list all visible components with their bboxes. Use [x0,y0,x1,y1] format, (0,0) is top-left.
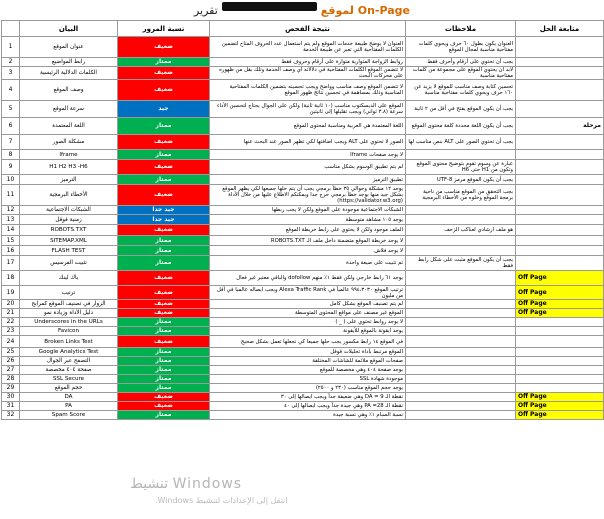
row-pass-status: ضعيف [118,336,210,348]
row-pass-status: ضعيف [118,300,210,309]
row-followup [516,80,604,101]
row-number: 10 [2,175,20,185]
row-statement: الأخطاء البرمجية [20,185,118,206]
row-statement: PA [20,402,118,411]
row-pass-status: ممتاز [118,384,210,393]
row-notes: هو ملف ارشادي لعناكب الزحف [406,225,516,236]
table-row [2,286,604,300]
row-followup [516,37,604,58]
table-row [2,357,604,366]
table-row [2,375,604,384]
row-notes [406,402,516,411]
row-followup [516,67,604,80]
row-notes: يجب أن تحتوي على أرقام وأحرف فقط [406,58,516,67]
table-row [2,160,604,175]
row-result: اللغة المعتمدة هي العربية ومناسبة لمحتوى الموقع [210,118,406,135]
row-number: 19 [2,286,20,300]
table-row [2,384,604,393]
row-pass-status: جيد [118,101,210,118]
row-notes [406,375,516,384]
row-pass-status: ممتاز [118,357,210,366]
row-pass-status: جيد جدا [118,206,210,215]
row-statement: Spam Score [20,411,118,420]
row-result: الصور لا تحتوي على ALT ويجب اضافتها لكي تظهر الصور عند البحث عنها [210,135,406,150]
row-followup [516,348,604,357]
row-result: لا يوجد روابط تحتوي على ( _ ) [210,318,406,327]
row-pass-status: ضعيف [118,160,210,175]
row-followup [516,150,604,160]
row-notes [406,327,516,336]
table-row [2,336,604,348]
row-followup [516,246,604,256]
row-number: 1 [2,37,20,58]
row-notes: العنوان يكون بطول ٦٠ حرف ويحوي كلمات مفتاحية مناسبة لمجال الموقع [406,37,516,58]
row-followup [516,58,604,67]
row-notes: يجب أن يكون الموقع مثبت على شكل رابط فقط [406,256,516,271]
row-number: 15 [2,236,20,246]
row-number: 5 [2,101,20,118]
row-statement: SITEMAP.XML [20,236,118,246]
row-statement: Google Analytics Test [20,348,118,357]
row-notes [406,366,516,375]
row-pass-status: ممتاز [118,246,210,256]
row-number: 3 [2,67,20,80]
table-row [2,348,604,357]
row-number: 8 [2,150,20,160]
row-notes [406,357,516,366]
row-followup: Off Page [516,286,604,300]
table-row [2,318,604,327]
row-pass-status: ضعيف [118,185,210,206]
row-number: 17 [2,256,20,271]
table-header-row [2,21,604,37]
row-followup [516,375,604,384]
row-statement: ROBOTS.TXT [20,225,118,236]
row-result: الشبكات الاجتماعية موجودة على الموقع ولكن لا يجب ربطها [210,206,406,215]
redacted-site-name [222,2,317,11]
row-result: لا يوجد صفحات Iframe [210,150,406,160]
row-notes: عبارة عن وسوم تقوم بتوضيح محتوى الموقع وتكون من H1 حتى H6 [406,160,516,175]
row-notes [406,318,516,327]
row-number: 26 [2,357,20,366]
row-number: 14 [2,225,20,236]
row-number: 20 [2,300,20,309]
row-notes: يجب أن يكون اللغة محددة كلغة محتوى الموقع [406,118,516,135]
row-result: نسبة السبام ١٪ وهي نسبة جيدة [210,411,406,420]
table-row [2,271,604,286]
table-row [2,236,604,246]
row-pass-status: جيد جدا [118,215,210,225]
row-pass-status: ممتاز [118,256,210,271]
row-statement: الترميز [20,175,118,185]
row-pass-status: ممتاز [118,411,210,420]
row-pass-status: ضعيف [118,80,210,101]
row-number: 2 [2,58,20,67]
row-result: الموقع مرتبط بأداة تحليلات قوقل [210,348,406,357]
row-pass-status: ممتاز [118,236,210,246]
row-statement: ترتيب [20,286,118,300]
table-row [2,393,604,402]
row-notes [406,215,516,225]
table-row [2,411,604,420]
row-result: لا يوجد خريطة الموقع متضمنة داخل ملف الـ ROBOTS.TXT [210,236,406,246]
row-result: لم يتم تطبيق الوسوم بشكل مناسب [210,160,406,175]
row-number: 9 [2,160,20,175]
row-statement: Favicon [20,327,118,336]
row-pass-status: ممتاز [118,118,210,135]
row-number: 22 [2,318,20,327]
row-followup [516,135,604,150]
row-pass-status: ضعيف [118,67,210,80]
table-row [2,256,604,271]
row-followup: Off Page [516,411,604,420]
row-statement: عنوان الموقع [20,37,118,58]
row-statement: Underscores in the URLs [20,318,118,327]
header-followup: متابعة الحل [516,21,604,37]
row-result: نقطة الـ DA = 9 وهي ضعيفة جداً ويجب ايصالها إلى ٣٠ [210,393,406,402]
row-statement: التصفح عبر الجوال [20,357,118,366]
table-row [2,366,604,375]
row-number: 29 [2,384,20,393]
row-followup [516,185,604,206]
row-pass-status: ضعيف [118,393,210,402]
row-result: لا تتضمن الموقع وصف مناسب وواضح ويجب تحسينه بتضمين الكلمات المفتاحية المناسبة وذلك بمساهمة في تحسين نتائج ظهور الموقع [210,80,406,101]
onpage-report-table [1,20,604,420]
header-num [2,21,20,37]
windows-watermark-sub: انتقل إلى الإعدادات لتنشيط Windows. [155,496,288,505]
row-number: 16 [2,246,20,256]
table-row [2,67,604,80]
row-pass-status: ضعيف [118,225,210,236]
table-row [2,206,604,215]
row-pass-status: ضعيف [118,37,210,58]
row-notes [406,411,516,420]
table-row [2,175,604,185]
row-number: 7 [2,135,20,150]
row-result: لا يوجد فلاش [210,246,406,256]
row-statement: FLASH TEST [20,246,118,256]
row-statement: مشكلة الصور [20,135,118,150]
row-notes: تحسين كتابة وصف مناسب للموقع لا يزيد عن ١٦٠ حرف ويحوي كلمات مفتاحية مناسبة [406,80,516,101]
row-followup [516,160,604,175]
table-row [2,101,604,118]
row-number: 12 [2,206,20,215]
row-result: يوجد ٦١ رابط خارجي ولكن فقط ١٪ منهم dofollow والباقي معتبر غير فعال [210,271,406,286]
row-followup [516,357,604,366]
row-followup [516,256,604,271]
row-notes: يجب أن يكون الموقع مرمز UTF-8 [406,175,516,185]
table-row [2,135,604,150]
row-statement: رابط المواضيع [20,58,118,67]
row-number: 4 [2,80,20,101]
row-result: الملف موجود ولكن لا يحتوي على رابط خريطة الموقع [210,225,406,236]
row-followup [516,336,604,348]
header-pass-rate: نسبة المرور [118,21,210,37]
table-row [2,246,604,256]
row-followup [516,318,604,327]
row-result: يوجد حجم الموقع مناسب (٢٣٠ و ٢٥٠٠) [210,384,406,393]
row-followup: Off Page [516,393,604,402]
table-row [2,300,604,309]
row-notes [406,348,516,357]
row-notes [406,300,516,309]
row-result: يوجد ايقونة بالموقع للأيقونة [210,327,406,336]
row-pass-status: ممتاز [118,58,210,67]
row-number: 11 [2,185,20,206]
header-notes: ملاحظات [406,21,516,37]
row-followup [516,236,604,246]
row-result: صفحات الموقع ملائمة للشاشات المختلفة [210,357,406,366]
row-followup: Off Page [516,309,604,318]
row-notes [406,150,516,160]
row-followup [516,206,604,215]
row-number: 6 [2,118,20,135]
row-pass-status: ممتاز [118,318,210,327]
row-notes [406,246,516,256]
row-result: موجودة شهادة SSL [210,375,406,384]
row-notes [406,336,516,348]
table-row [2,37,604,58]
row-number: 21 [2,309,20,318]
row-number: 25 [2,348,20,357]
row-notes: يجب التحقق من الموقع مناسب من ناحية برمجة الموقع وخلوه من الأخطاء البرمجية [406,185,516,206]
row-statement: DA [20,393,118,402]
row-result: الموقع على الديسكتوب مناسب (١٠ ثانية ثانية) ولكن على الجوال يحتاج لتحسين الأداء سرعة (٣.٨ ثواني) ويجب تقليلها إلى ثانيتين [210,101,406,118]
row-statement: الزوار في تصنيف الموقع كمرابح [20,300,118,309]
row-statement: زمنية قوقل [20,215,118,225]
row-result: روابط الزواجة المتوارية متوارة على أرقام وحروف فقط [210,58,406,67]
row-number: 30 [2,393,20,402]
row-notes [406,206,516,215]
row-notes [406,271,516,286]
row-result: يوجد ١٠٥ مشاهد متوسطة [210,215,406,225]
row-statement: تثبيت الفرسيس [20,256,118,271]
header-statement: البيان [20,21,118,37]
row-number: 27 [2,366,20,375]
row-pass-status: ضعيف [118,271,210,286]
row-statement: دليل الأداة وزيادة نمو [20,309,118,318]
table-row [2,118,604,135]
title-main: On-Page لموقع [320,3,411,17]
row-result: العنوان لا يوضح طبيعة خدمات الموقع ولم يتم استعمال عدد الحروف المتاح لتضمين الكلمات المفتاحية التي تعبر عن طبيعة الخدمة [210,37,406,58]
report-title [0,0,604,20]
row-statement: Iframe [20,150,118,160]
row-notes [406,286,516,300]
row-followup: Off Page [516,271,604,286]
table-row [2,58,604,67]
table-row [2,185,604,206]
row-pass-status: ممتاز [118,150,210,160]
row-statement: وصف الموقع [20,80,118,101]
row-followup [516,175,604,185]
row-number: 18 [2,271,20,286]
row-pass-status: ضعيف [118,402,210,411]
row-result: في الموقع ١٤ رابط مكسور يجب حلها جميعا كي نجعلها تعمل بشكل صحيح [210,336,406,348]
table-row [2,150,604,160]
row-number: 31 [2,402,20,411]
row-notes: يجب أن يكون الموقع يفتح في أقل من ٢ ثانية [406,101,516,118]
row-followup: Off Page [516,300,604,309]
row-pass-status: ممتاز [118,366,210,375]
row-notes [406,384,516,393]
row-number: 23 [2,327,20,336]
table-row [2,402,604,411]
row-pass-status: ضعيف [118,309,210,318]
row-statement: اللغة المعتمدة [20,118,118,135]
row-result: يوجد ١٢ مشكلة وحوالي ٣٥ خطأ برمجي يجب أن يتم حلها جميعها لكي يظهر الموقع بشكل جيد منها يوجد خطأ برمجي حرج جدا ويمكنكم الاطلاع عليها من خلال الأداة (https://validator.w3.org) [210,185,406,206]
row-followup [516,327,604,336]
table-row [2,225,604,236]
row-result: تطبيق الترميز [210,175,406,185]
row-followup [516,366,604,375]
row-followup [516,101,604,118]
row-notes [406,393,516,402]
row-followup: مرحلة [516,118,604,135]
row-followup [516,384,604,393]
row-statement: H1 H2 H3 -H6 [20,160,118,175]
row-pass-status: ممتاز [118,327,210,336]
row-statement: الكلمات الدلالية الرئيسية [20,67,118,80]
row-statement: الشبكات الاجتماعية [20,206,118,215]
row-notes [406,236,516,246]
row-number: 32 [2,411,20,420]
row-statement: سرعة الموقع [20,101,118,118]
table-row [2,80,604,101]
row-statement: صفحة ٤٠٤ مخصصة [20,366,118,375]
row-followup: Off Page [516,402,604,411]
row-followup [516,215,604,225]
row-notes: لابد أن يحتوي الموقع على مجموعة من كلمات مفتاحية مناسبة [406,67,516,80]
row-followup [516,225,604,236]
row-number: 24 [2,336,20,348]
windows-watermark: تنشيط Windows [130,476,243,492]
row-statement: باك لينك [20,271,118,286]
row-pass-status: ممتاز [118,348,210,357]
row-result: لم يتم تصنيف الموقع بشكل كامل [210,300,406,309]
row-result: الموقع غير مصنف على مواقع المحتوى المتوسطة [210,309,406,318]
row-pass-status: ممتاز [118,375,210,384]
row-number: 28 [2,375,20,384]
row-statement: SSL Secure [20,375,118,384]
row-pass-status: ضعيف [118,286,210,300]
table-row [2,327,604,336]
row-result: يوجد صفحة ٤٠٤ وهي مخصصة للموقع [210,366,406,375]
row-notes [406,309,516,318]
title-prefix: تقرير [193,3,218,17]
row-result: نقطة الـ PA =28 وهي جيدة جداً ويجب ايصالها إلى ٤٠ [210,402,406,411]
table-row [2,309,604,318]
row-statement: Broken Links Test [20,336,118,348]
row-result: ترتيب الموقع ٩٩٤،٣٠٣٠ عالمياً في Alexa Traffic Rank ويجب ايصاله عالميا في أقل من مليون [210,286,406,300]
row-result: لا تتضمن الموقع الكلمات المفتاحية في دلالاته أي وصف الخدمة وتلك بقل من ظهوره على محركات البحث [210,67,406,80]
row-pass-status: ممتاز [118,175,210,185]
row-result: تم تثبيت على صيغة واحدة [210,256,406,271]
row-statement: حجم الموقع [20,384,118,393]
row-number: 13 [2,215,20,225]
header-result: نتيجة الفحص [210,21,406,37]
table-row [2,215,604,225]
row-pass-status: ضعيف [118,135,210,150]
row-notes: يجب أن تحتوي الصور على ALT بنص مناسب لها [406,135,516,150]
